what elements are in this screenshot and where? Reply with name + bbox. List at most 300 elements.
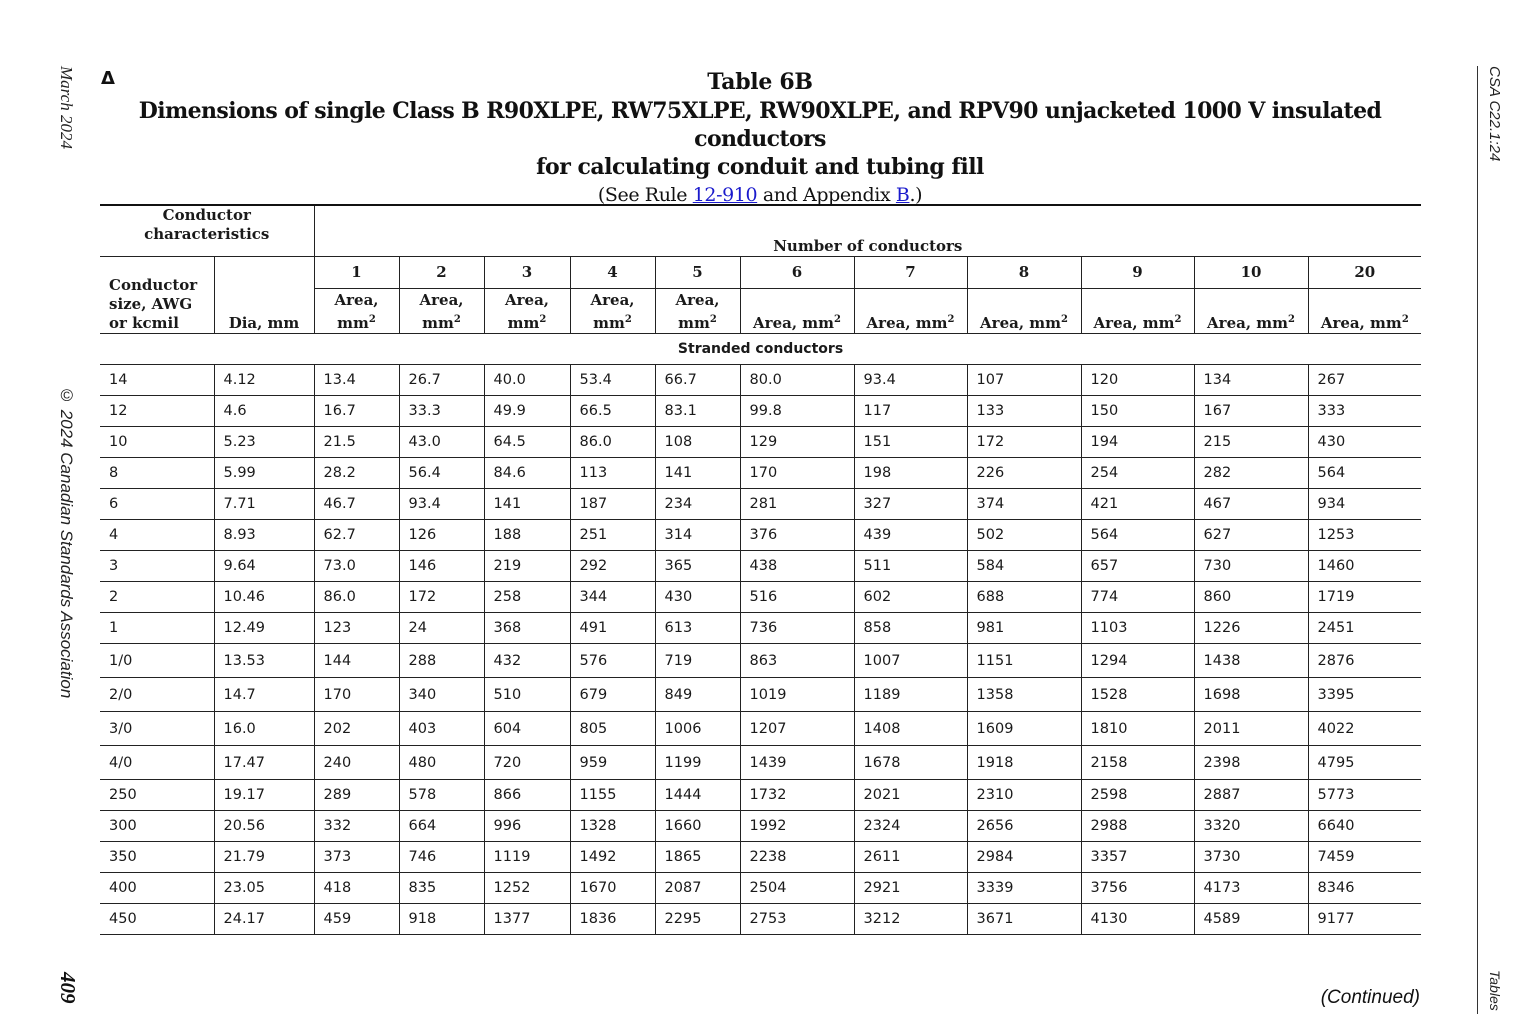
table-title-line2: for calculating conduit and tubing fill	[536, 154, 984, 180]
cell-area: 64.5	[484, 427, 570, 458]
cell-area: 918	[399, 904, 484, 935]
cell-diameter: 13.53	[214, 644, 314, 678]
table-row	[100, 780, 1421, 811]
header-area	[399, 289, 484, 334]
cell-area: 657	[1081, 551, 1194, 582]
cell-area: 117	[854, 396, 967, 427]
header-count-9: 9	[1081, 257, 1194, 289]
table-title-line1: Dimensions of single Class B R90XLPE, RW75XLPE, RW90XLPE, and RPV90 unjacketed 1000 V insulated conductors	[138, 98, 1382, 152]
cell-conductor-size: 350	[100, 842, 214, 873]
cell-area: 564	[1308, 458, 1421, 489]
cell-diameter: 10.46	[214, 582, 314, 613]
area-unit-label: mm	[422, 314, 454, 332]
cell-area: 430	[1308, 427, 1421, 458]
cell-area: 516	[740, 582, 854, 613]
header-count-1: 1	[314, 257, 399, 289]
cell-area: 805	[570, 712, 655, 746]
cell-area: 234	[655, 489, 740, 520]
cell-area: 123	[314, 613, 399, 644]
cell-area: 863	[740, 644, 854, 678]
cell-area: 2504	[740, 873, 854, 904]
cell-diameter: 14.7	[214, 678, 314, 712]
cell-area: 170	[740, 458, 854, 489]
table-row	[100, 842, 1421, 873]
cell-area: 2753	[740, 904, 854, 935]
cell-area: 2087	[655, 873, 740, 904]
cell-area: 126	[399, 520, 484, 551]
cell-area: 240	[314, 746, 399, 780]
header-area	[1194, 289, 1308, 334]
cell-conductor-size: 450	[100, 904, 214, 935]
cell-conductor-size: 2/0	[100, 678, 214, 712]
table-row	[100, 613, 1421, 644]
cell-area: 1199	[655, 746, 740, 780]
see-suffix: .)	[909, 184, 923, 206]
area-unit-superscript: 2	[1174, 314, 1182, 325]
table-row	[100, 746, 1421, 780]
cell-area: 5773	[1308, 780, 1421, 811]
cell-area: 1810	[1081, 712, 1194, 746]
table-row	[100, 520, 1421, 551]
area-unit-superscript: 2	[1288, 314, 1295, 325]
cell-area: 373	[314, 842, 399, 873]
cell-area: 281	[740, 489, 854, 520]
cell-area: 99.8	[740, 396, 854, 427]
cell-area: 736	[740, 613, 854, 644]
cell-diameter: 4.6	[214, 396, 314, 427]
cell-area: 4795	[1308, 746, 1421, 780]
header-count-4: 4	[570, 257, 655, 289]
table-row	[100, 904, 1421, 935]
header-area	[854, 289, 967, 334]
cell-area: 688	[967, 582, 1081, 613]
cell-area: 996	[484, 811, 570, 842]
table-row	[100, 873, 1421, 904]
cell-diameter: 9.64	[214, 551, 314, 582]
cell-area: 202	[314, 712, 399, 746]
cell-area: 1444	[655, 780, 740, 811]
cell-area: 1660	[655, 811, 740, 842]
cell-area: 746	[399, 842, 484, 873]
area-unit-label: Area, mm	[1207, 314, 1289, 332]
cell-area: 730	[1194, 551, 1308, 582]
table-row	[100, 489, 1421, 520]
area-label: Area,	[334, 291, 379, 309]
cell-diameter: 19.17	[214, 780, 314, 811]
area-unit-label: Area, mm	[866, 314, 948, 332]
cell-area: 1358	[967, 678, 1081, 712]
cell-area: 3395	[1308, 678, 1421, 712]
cell-area: 16.7	[314, 396, 399, 427]
cell-area: 1151	[967, 644, 1081, 678]
cell-diameter: 17.47	[214, 746, 314, 780]
header-area	[655, 289, 740, 334]
cell-area: 134	[1194, 365, 1308, 396]
cell-area: 1698	[1194, 678, 1308, 712]
cell-area: 188	[484, 520, 570, 551]
area-unit-label: Area, mm	[1093, 314, 1175, 332]
cell-area: 2295	[655, 904, 740, 935]
cell-area: 43.0	[399, 427, 484, 458]
table-row	[100, 644, 1421, 678]
cell-area: 418	[314, 873, 399, 904]
cell-area: 1460	[1308, 551, 1421, 582]
header-count-20: 20	[1308, 257, 1421, 289]
header-count-2: 2	[399, 257, 484, 289]
cell-area: 53.4	[570, 365, 655, 396]
cell-area: 502	[967, 520, 1081, 551]
cell-area: 959	[570, 746, 655, 780]
area-label: Area,	[590, 291, 635, 309]
cell-area: 282	[1194, 458, 1308, 489]
cell-area: 432	[484, 644, 570, 678]
header-area	[1308, 289, 1421, 334]
cell-diameter: 12.49	[214, 613, 314, 644]
header-count-7: 7	[854, 257, 967, 289]
area-unit-label: mm	[593, 314, 625, 332]
cell-area: 511	[854, 551, 967, 582]
cell-conductor-size: 4/0	[100, 746, 214, 780]
cell-area: 62.7	[314, 520, 399, 551]
cell-area: 2158	[1081, 746, 1194, 780]
cell-area: 679	[570, 678, 655, 712]
cell-area: 1678	[854, 746, 967, 780]
cell-area: 491	[570, 613, 655, 644]
cell-area: 13.4	[314, 365, 399, 396]
cell-area: 1377	[484, 904, 570, 935]
table-row	[100, 365, 1421, 396]
cell-area: 146	[399, 551, 484, 582]
cell-area: 604	[484, 712, 570, 746]
area-unit-superscript: 2	[1061, 314, 1068, 325]
cell-conductor-size: 1	[100, 613, 214, 644]
header-count-10: 10	[1194, 257, 1308, 289]
cell-area: 93.4	[399, 489, 484, 520]
area-label: Area,	[419, 291, 464, 309]
cell-area: 430	[655, 582, 740, 613]
cell-area: 480	[399, 746, 484, 780]
header-area	[484, 289, 570, 334]
cell-area: 187	[570, 489, 655, 520]
cell-conductor-size: 4	[100, 520, 214, 551]
cell-area: 1670	[570, 873, 655, 904]
cell-area: 46.7	[314, 489, 399, 520]
cell-area: 1189	[854, 678, 967, 712]
cell-area: 1226	[1194, 613, 1308, 644]
table-row	[100, 678, 1421, 712]
cell-area: 1865	[655, 842, 740, 873]
cell-area: 1528	[1081, 678, 1194, 712]
cell-area: 1836	[570, 904, 655, 935]
area-unit-superscript: 2	[947, 314, 955, 325]
cell-area: 627	[1194, 520, 1308, 551]
cell-area: 344	[570, 582, 655, 613]
cell-area: 1438	[1194, 644, 1308, 678]
cell-area: 1408	[854, 712, 967, 746]
cell-area: 4589	[1194, 904, 1308, 935]
cell-diameter: 24.17	[214, 904, 314, 935]
cell-area: 2921	[854, 873, 967, 904]
appendix-link[interactable]: B	[895, 184, 910, 206]
area-unit-superscript: 2	[368, 314, 376, 325]
cell-area: 2398	[1194, 746, 1308, 780]
cell-area: 584	[967, 551, 1081, 582]
cell-area: 2984	[967, 842, 1081, 873]
cell-area: 866	[484, 780, 570, 811]
cell-diameter: 23.05	[214, 873, 314, 904]
cell-area: 438	[740, 551, 854, 582]
cell-conductor-size: 250	[100, 780, 214, 811]
cell-area: 144	[314, 644, 399, 678]
cell-area: 141	[655, 458, 740, 489]
cell-area: 226	[967, 458, 1081, 489]
cell-area: 1609	[967, 712, 1081, 746]
cell-area: 2988	[1081, 811, 1194, 842]
cell-area: 9177	[1308, 904, 1421, 935]
header-area	[314, 289, 399, 334]
cell-area: 720	[484, 746, 570, 780]
cell-area: 80.0	[740, 365, 854, 396]
cell-conductor-size: 12	[100, 396, 214, 427]
cell-area: 376	[740, 520, 854, 551]
cell-area: 66.7	[655, 365, 740, 396]
cell-area: 368	[484, 613, 570, 644]
cell-area: 327	[854, 489, 967, 520]
area-unit-superscript: 2	[624, 314, 632, 325]
cell-area: 24	[399, 613, 484, 644]
cell-diameter: 16.0	[214, 712, 314, 746]
cell-conductor-size: 1/0	[100, 644, 214, 678]
area-unit-label: mm	[678, 314, 710, 332]
cell-area: 1119	[484, 842, 570, 873]
cell-area: 664	[399, 811, 484, 842]
continued-note: (Continued)	[1320, 987, 1420, 1008]
cell-diameter: 8.93	[214, 520, 314, 551]
cell-area: 459	[314, 904, 399, 935]
cell-area: 292	[570, 551, 655, 582]
table-title-block	[100, 68, 1420, 209]
cell-area: 120	[1081, 365, 1194, 396]
cell-area: 198	[854, 458, 967, 489]
cell-area: 421	[1081, 489, 1194, 520]
area-unit-label: mm	[507, 314, 540, 332]
cell-area: 49.9	[484, 396, 570, 427]
cell-area: 981	[967, 613, 1081, 644]
area-unit-superscript: 2	[1401, 314, 1409, 325]
header-count-3: 3	[484, 257, 570, 289]
cell-area: 1732	[740, 780, 854, 811]
cell-area: 602	[854, 582, 967, 613]
cell-area: 1294	[1081, 644, 1194, 678]
cell-area: 3212	[854, 904, 967, 935]
cell-conductor-size: 10	[100, 427, 214, 458]
header-number-of-conductors: Number of conductors	[314, 205, 1421, 257]
cell-area: 40.0	[484, 365, 570, 396]
cell-area: 403	[399, 712, 484, 746]
area-unit-label: Area, mm	[753, 314, 835, 332]
cell-area: 2021	[854, 780, 967, 811]
cell-area: 332	[314, 811, 399, 842]
cell-area: 2887	[1194, 780, 1308, 811]
cell-diameter: 4.12	[214, 365, 314, 396]
area-unit-label: mm	[337, 314, 369, 332]
cell-area: 84.6	[484, 458, 570, 489]
cell-area: 576	[570, 644, 655, 678]
cell-area: 8346	[1308, 873, 1421, 904]
cell-area: 2451	[1308, 613, 1421, 644]
cell-area: 2011	[1194, 712, 1308, 746]
see-prefix: (See Rule	[597, 184, 693, 206]
area-unit-superscript: 2	[709, 314, 717, 325]
cell-area: 3756	[1081, 873, 1194, 904]
cell-area: 1992	[740, 811, 854, 842]
cell-area: 133	[967, 396, 1081, 427]
cell-area: 2876	[1308, 644, 1421, 678]
cell-area: 150	[1081, 396, 1194, 427]
table-label: Table 6B	[707, 69, 813, 95]
cell-area: 2598	[1081, 780, 1194, 811]
cell-conductor-size: 2	[100, 582, 214, 613]
cell-area: 258	[484, 582, 570, 613]
cell-area: 107	[967, 365, 1081, 396]
header-count-6: 6	[740, 257, 854, 289]
area-unit-label: Area, mm	[1320, 314, 1402, 332]
cell-conductor-size: 3/0	[100, 712, 214, 746]
cell-area: 613	[655, 613, 740, 644]
cell-area: 56.4	[399, 458, 484, 489]
cell-area: 2238	[740, 842, 854, 873]
cell-conductor-size: 8	[100, 458, 214, 489]
delta-change-icon: Δ	[101, 68, 115, 89]
cell-diameter: 7.71	[214, 489, 314, 520]
cell-area: 194	[1081, 427, 1194, 458]
cell-area: 1719	[1308, 582, 1421, 613]
cell-area: 849	[655, 678, 740, 712]
cell-area: 4173	[1194, 873, 1308, 904]
cell-area: 2656	[967, 811, 1081, 842]
table-row	[100, 396, 1421, 427]
table-row	[100, 582, 1421, 613]
cell-area: 167	[1194, 396, 1308, 427]
area-unit-superscript: 2	[453, 314, 461, 325]
cell-area: 467	[1194, 489, 1308, 520]
conductor-dimensions-table	[100, 204, 1421, 935]
cell-area: 3671	[967, 904, 1081, 935]
table-row	[100, 811, 1421, 842]
area-unit-superscript: 2	[539, 314, 547, 325]
cell-area: 6640	[1308, 811, 1421, 842]
cell-area: 1253	[1308, 520, 1421, 551]
margin-rule	[1477, 66, 1478, 1014]
cell-area: 1007	[854, 644, 967, 678]
cell-area: 108	[655, 427, 740, 458]
cell-area: 578	[399, 780, 484, 811]
cell-diameter: 21.79	[214, 842, 314, 873]
header-diameter: Dia, mm	[214, 257, 314, 334]
cell-diameter: 5.99	[214, 458, 314, 489]
cell-area: 251	[570, 520, 655, 551]
cell-area: 2310	[967, 780, 1081, 811]
cell-area: 21.5	[314, 427, 399, 458]
header-area	[967, 289, 1081, 334]
cell-area: 7459	[1308, 842, 1421, 873]
cell-area: 3339	[967, 873, 1081, 904]
cell-area: 333	[1308, 396, 1421, 427]
cell-area: 289	[314, 780, 399, 811]
cell-area: 1019	[740, 678, 854, 712]
cell-area: 254	[1081, 458, 1194, 489]
area-unit-superscript: 2	[834, 314, 841, 325]
see-middle: and Appendix	[757, 184, 896, 206]
margin-date: March 2024	[57, 66, 76, 149]
cell-area: 934	[1308, 489, 1421, 520]
cell-conductor-size: 14	[100, 365, 214, 396]
rule-link[interactable]: 12-910	[692, 184, 758, 206]
area-label: Area,	[505, 291, 550, 309]
cell-area: 1328	[570, 811, 655, 842]
section-stranded-conductors: Stranded conductors	[100, 334, 1421, 365]
cell-area: 564	[1081, 520, 1194, 551]
cell-area: 288	[399, 644, 484, 678]
cell-area: 3357	[1081, 842, 1194, 873]
header-area	[1081, 289, 1194, 334]
cell-area: 719	[655, 644, 740, 678]
cell-area: 86.0	[570, 427, 655, 458]
cell-area: 141	[484, 489, 570, 520]
header-conductor-characteristics: Conductor characteristics	[100, 205, 314, 257]
table-row	[100, 712, 1421, 746]
cell-area: 858	[854, 613, 967, 644]
table-row	[100, 551, 1421, 582]
cell-area: 3730	[1194, 842, 1308, 873]
cell-area: 33.3	[399, 396, 484, 427]
cell-diameter: 20.56	[214, 811, 314, 842]
cell-area: 1155	[570, 780, 655, 811]
cell-area: 1492	[570, 842, 655, 873]
cell-area: 172	[967, 427, 1081, 458]
header-area	[570, 289, 655, 334]
cell-area: 1918	[967, 746, 1081, 780]
cell-area: 86.0	[314, 582, 399, 613]
header-conductor-size: Conductor size, AWG or kcmil	[100, 257, 214, 334]
cell-area: 774	[1081, 582, 1194, 613]
cell-conductor-size: 6	[100, 489, 214, 520]
cell-area: 66.5	[570, 396, 655, 427]
cell-area: 2324	[854, 811, 967, 842]
margin-copyright: © 2024 Canadian Standards Association	[57, 386, 76, 699]
cell-conductor-size: 300	[100, 811, 214, 842]
cell-area: 26.7	[399, 365, 484, 396]
cell-area: 219	[484, 551, 570, 582]
cell-area: 510	[484, 678, 570, 712]
cell-area: 3320	[1194, 811, 1308, 842]
cell-area: 170	[314, 678, 399, 712]
table-row	[100, 427, 1421, 458]
cell-area: 340	[399, 678, 484, 712]
header-area	[740, 289, 854, 334]
cell-area: 1006	[655, 712, 740, 746]
cell-conductor-size: 400	[100, 873, 214, 904]
cell-area: 93.4	[854, 365, 967, 396]
cell-area: 1103	[1081, 613, 1194, 644]
cell-area: 374	[967, 489, 1081, 520]
margin-standard-code: CSA C22.1:24	[1486, 66, 1503, 162]
cell-area: 151	[854, 427, 967, 458]
area-label: Area,	[675, 291, 720, 309]
cell-conductor-size: 3	[100, 551, 214, 582]
cell-area: 129	[740, 427, 854, 458]
cell-area: 439	[854, 520, 967, 551]
